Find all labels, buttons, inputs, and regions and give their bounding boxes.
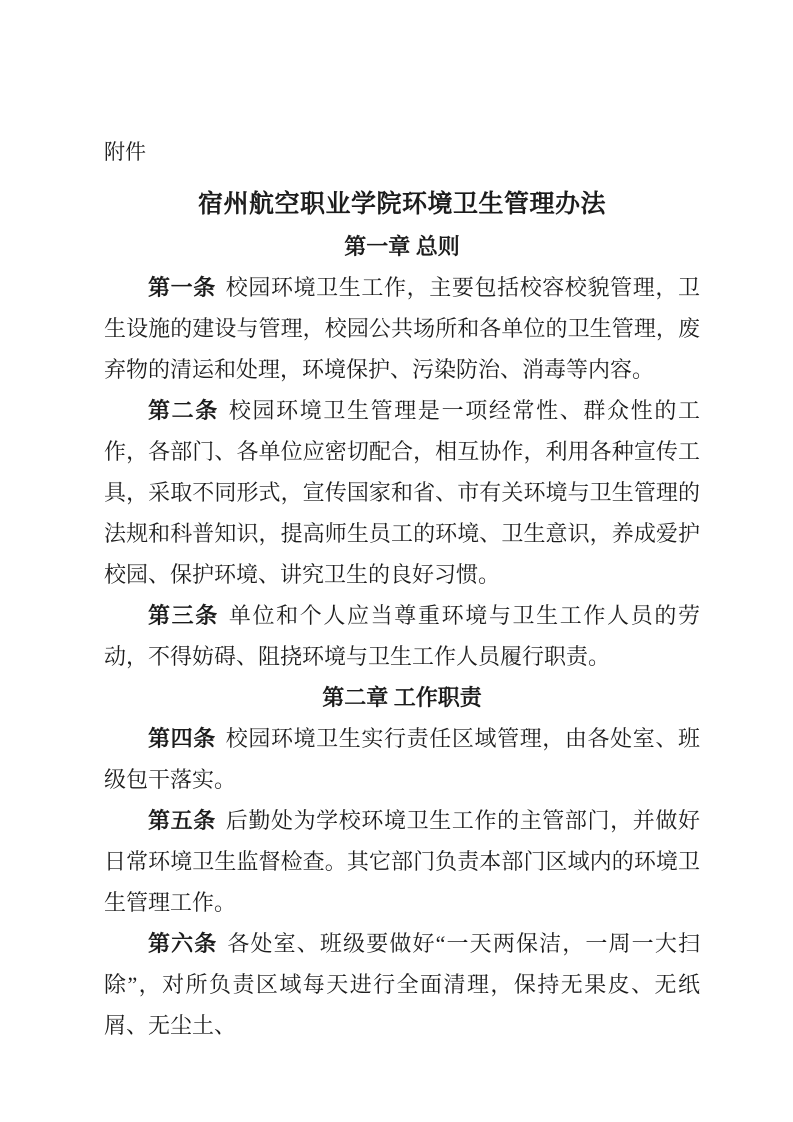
- chapter-2-section: [104, 677, 700, 1046]
- article-1-number: 第一条: [148, 275, 216, 300]
- article-4-text: 校园环境卫生实行责任区域管理，由各处室、班级包干落实。: [104, 726, 700, 792]
- article-2-number: 第二条: [148, 398, 219, 423]
- article-3-text: 单位和个人应当尊重环境与卫生工作人员的劳动，不得妨碍、阻挠环境与卫生工作人员履行职责。: [104, 603, 700, 669]
- article-6-number: 第六条: [148, 931, 218, 956]
- document-content: [104, 0, 700, 1046]
- article-1-paragraph: [104, 267, 700, 390]
- article-3-number: 第三条: [148, 603, 219, 628]
- article-6-paragraph: [104, 923, 700, 1046]
- document-title: 宿州航空职业学院环境卫生管理办法: [197, 191, 606, 218]
- article-2-paragraph: [104, 390, 700, 595]
- article-6-text: 各处室、班级要做好“一天两保洁，一周一大扫除”，对所负责区域每天进行全面清理，保持无果皮、无纸屑、无尘土、: [104, 931, 700, 1038]
- chapter-1-heading: 第一章 总则: [344, 234, 460, 259]
- chapter-2-heading: 第二章 工作职责: [322, 685, 482, 710]
- attachment-label: 附件: [104, 140, 146, 164]
- chapter-1-section: [104, 226, 700, 677]
- article-2-text: 校园环境卫生管理是一项经常性、群众性的工作，各部门、各单位应密切配合，相互协作，利用各种宣传工具，采取不同形式，宣传国家和省、市有关环境与卫生管理的法规和科普知识，提高师生员工的环境、卫生意识，养成爱护校园、保护环境、讲究卫生的良好习惯。: [104, 398, 700, 587]
- article-5-paragraph: [104, 800, 700, 923]
- article-5-text: 后勤处为学校环境卫生工作的主管部门，并做好日常环境卫生监督检查。其它部门负责本部门区域内的环境卫生管理工作。: [104, 808, 700, 915]
- article-4-paragraph: [104, 718, 700, 800]
- article-5-number: 第五条: [148, 808, 216, 833]
- article-4-number: 第四条: [148, 726, 216, 751]
- article-3-paragraph: [104, 595, 700, 677]
- article-1-text: 校园环境卫生工作，主要包括校容校貌管理，卫生设施的建设与管理，校园公共场所和各单位的卫生管理，废弃物的清运和处理，环境保护、污染防治、消毒等内容。: [104, 275, 700, 382]
